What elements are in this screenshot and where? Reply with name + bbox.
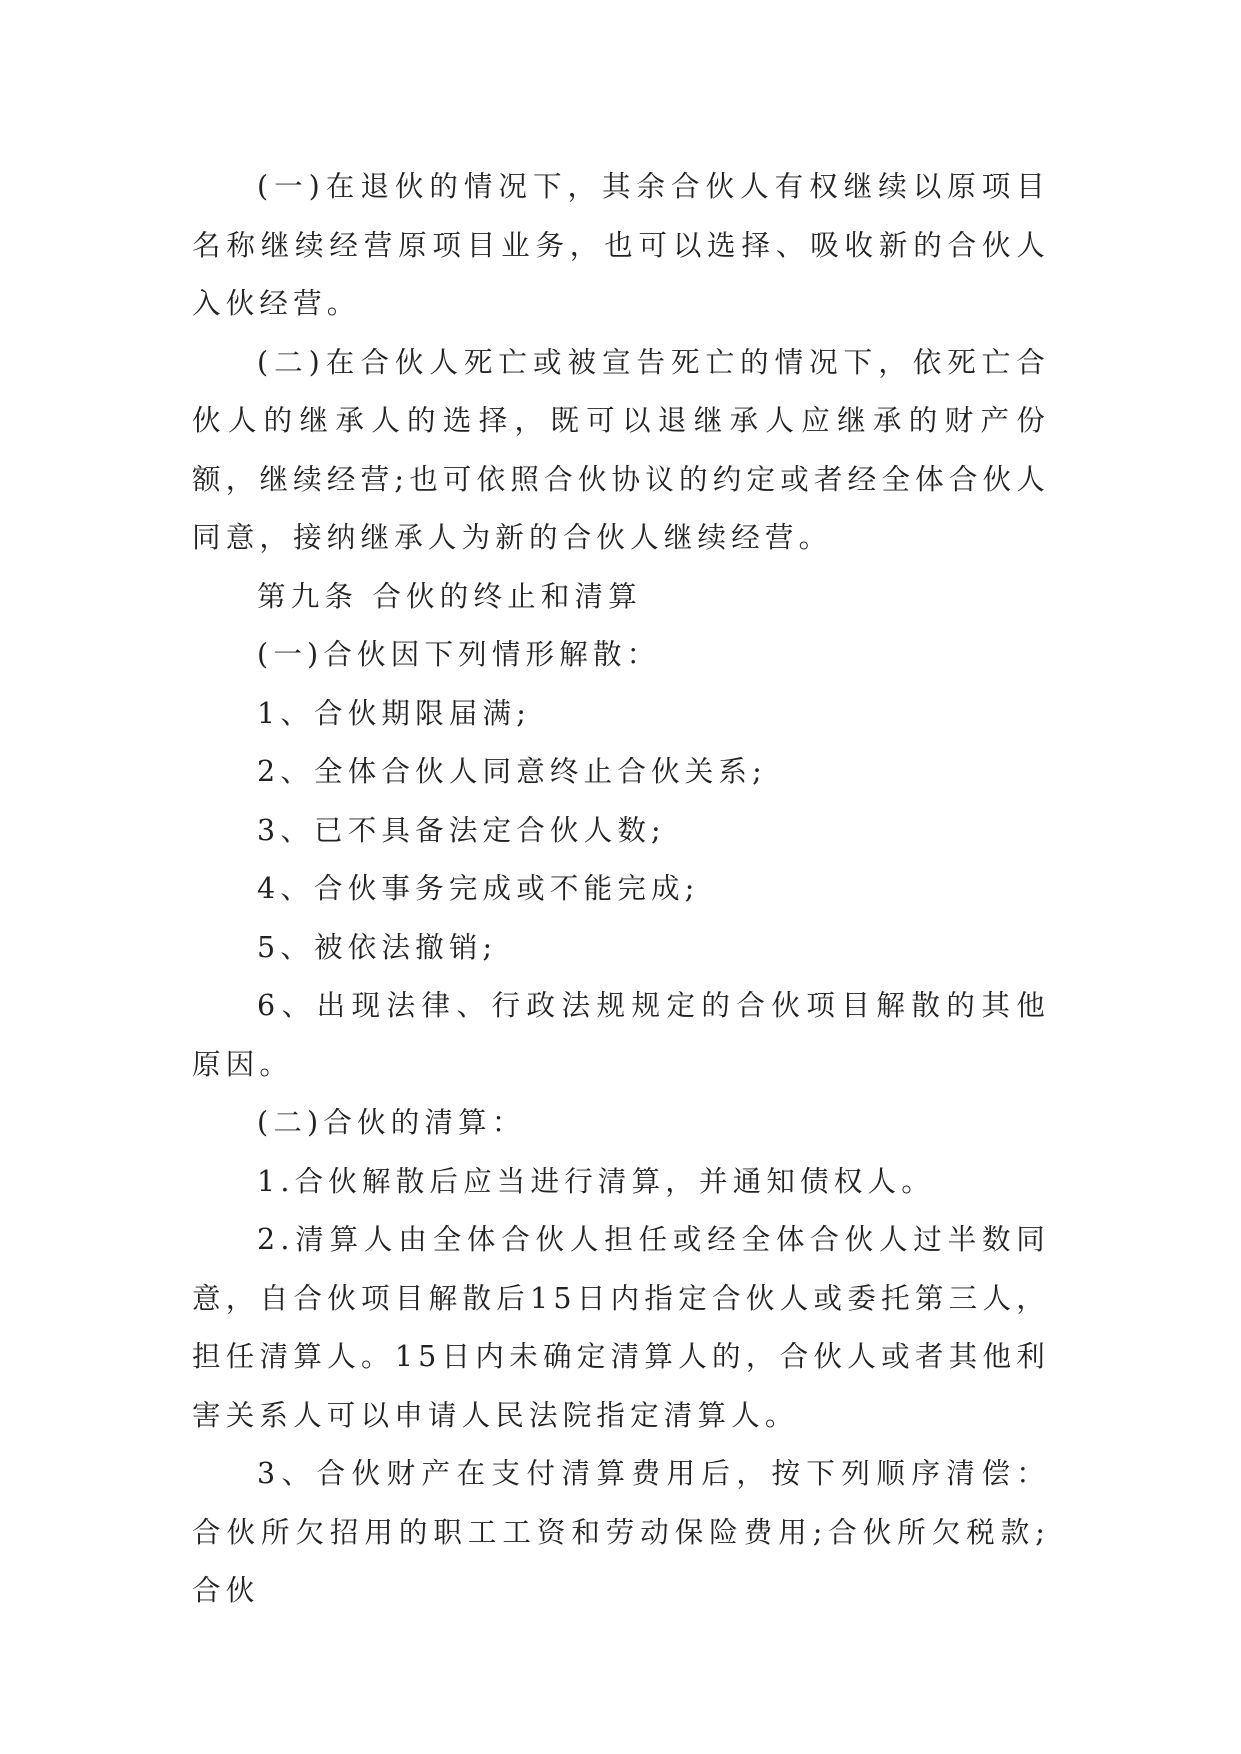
paragraph-withdrawal-continuation: (一)在退伙的情况下，其余合伙人有权继续以原项目名称继续经营原项目业务，也可以选择、吸收新的合伙人入伙经营。 — [192, 170, 1050, 320]
dissolution-item-2: 2、全体合伙人同意终止合伙关系; — [257, 755, 767, 788]
dissolution-item-4: 4、合伙事务完成或不能完成; — [257, 872, 700, 905]
paragraph-death-of-partner: (二)在合伙人死亡或被宣告死亡的情况下，依死亡合伙人的继承人的选择，既可以退继承人应继承的财产份额，继续经营;也可依照合伙协议的约定或者经全体合伙人同意，接纳继承人为新的合伙人继续经营。 — [192, 345, 1050, 554]
dissolution-intro: (一)合伙因下列情形解散： — [257, 638, 661, 671]
dissolution-item-6: 6、出现法律、行政法规规定的合伙项目解散的其他原因。 — [192, 989, 1050, 1081]
liquidation-item-3: 3、合伙财产在支付清算费用后，按下列顺序清偿：合伙所欠招用的职工工资和劳动保险费用;合伙所欠税款;合伙 — [192, 1457, 1050, 1607]
dissolution-item-3: 3、已不具备法定合伙人数; — [257, 813, 666, 847]
liquidation-item-1: 1.合伙解散后应当进行清算，并通知债权人。 — [257, 1164, 935, 1198]
liquidation-item-2: 2.清算人由全体合伙人担任或经全体合伙人过半数同意，自合伙项目解散后15日内指定合伙人或委托第三人，担任清算人。15日内未确定清算人的，合伙人或者其他利害关系人可以申请人民法院指定清算人。 — [192, 1223, 1050, 1432]
dissolution-item-5: 5、被依法撤销; — [257, 930, 498, 964]
article-nine-heading: 第九条 合伙的终止和清算 — [257, 579, 642, 613]
liquidation-intro: (二)合伙的清算： — [257, 1106, 526, 1139]
dissolution-item-1: 1、合伙期限届满; — [257, 696, 532, 730]
document-page — [192, 158, 1050, 1621]
